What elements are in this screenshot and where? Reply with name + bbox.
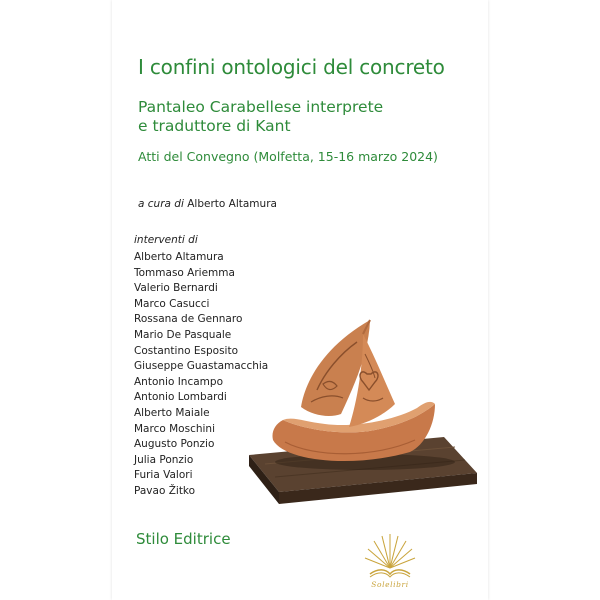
contributor-item: Tommaso Ariemma (134, 266, 235, 279)
publisher-name: Stilo Editrice (136, 530, 231, 548)
contributor-item: Alberto Maiale (134, 406, 210, 419)
contributor-item: Alberto Altamura (134, 251, 224, 263)
proceedings-line: Atti del Convegno (Molfetta, 15-16 marzo 2024) (138, 149, 438, 164)
editor-prefix-a: a cura (138, 198, 171, 210)
contributor-item: Pavao Žitko (134, 484, 196, 497)
sculpture-image (245, 312, 480, 512)
contributor-item: Augusto Ponzio (134, 438, 215, 451)
contributor-item: Julia Ponzio (134, 453, 194, 466)
series-logo-text: Solelibri (371, 580, 409, 589)
contributor-item: Valerio Bernardi (134, 282, 218, 295)
subtitle-line-1: Pantaleo Carabellese interprete (138, 98, 384, 116)
book-title: I confini ontologici del concreto (138, 55, 445, 79)
contributor-item: Marco Casucci (134, 297, 210, 310)
contributor-item: Antonio Incampo (134, 375, 223, 388)
contributors-label: interventi di (134, 234, 198, 246)
editor-name: Alberto Altamura (187, 198, 277, 210)
contributor-item: Mario De Pasquale (134, 328, 232, 341)
editor-line (138, 198, 277, 210)
contributor-item: Rossana de Gennaro (134, 313, 243, 326)
book-subtitle (138, 98, 383, 136)
contributor-item: Costantino Esposito (134, 344, 239, 357)
contributor-item: Furia Valori (134, 469, 193, 482)
contributor-item: Marco Moschini (134, 422, 215, 435)
contributor-item: Antonio Lombardi (134, 391, 227, 404)
subtitle-line-2: e traduttore di Kant (138, 117, 291, 135)
contributor-item: Giuseppe Guastamacchia (134, 360, 269, 373)
editor-prefix-b: di (174, 198, 184, 210)
